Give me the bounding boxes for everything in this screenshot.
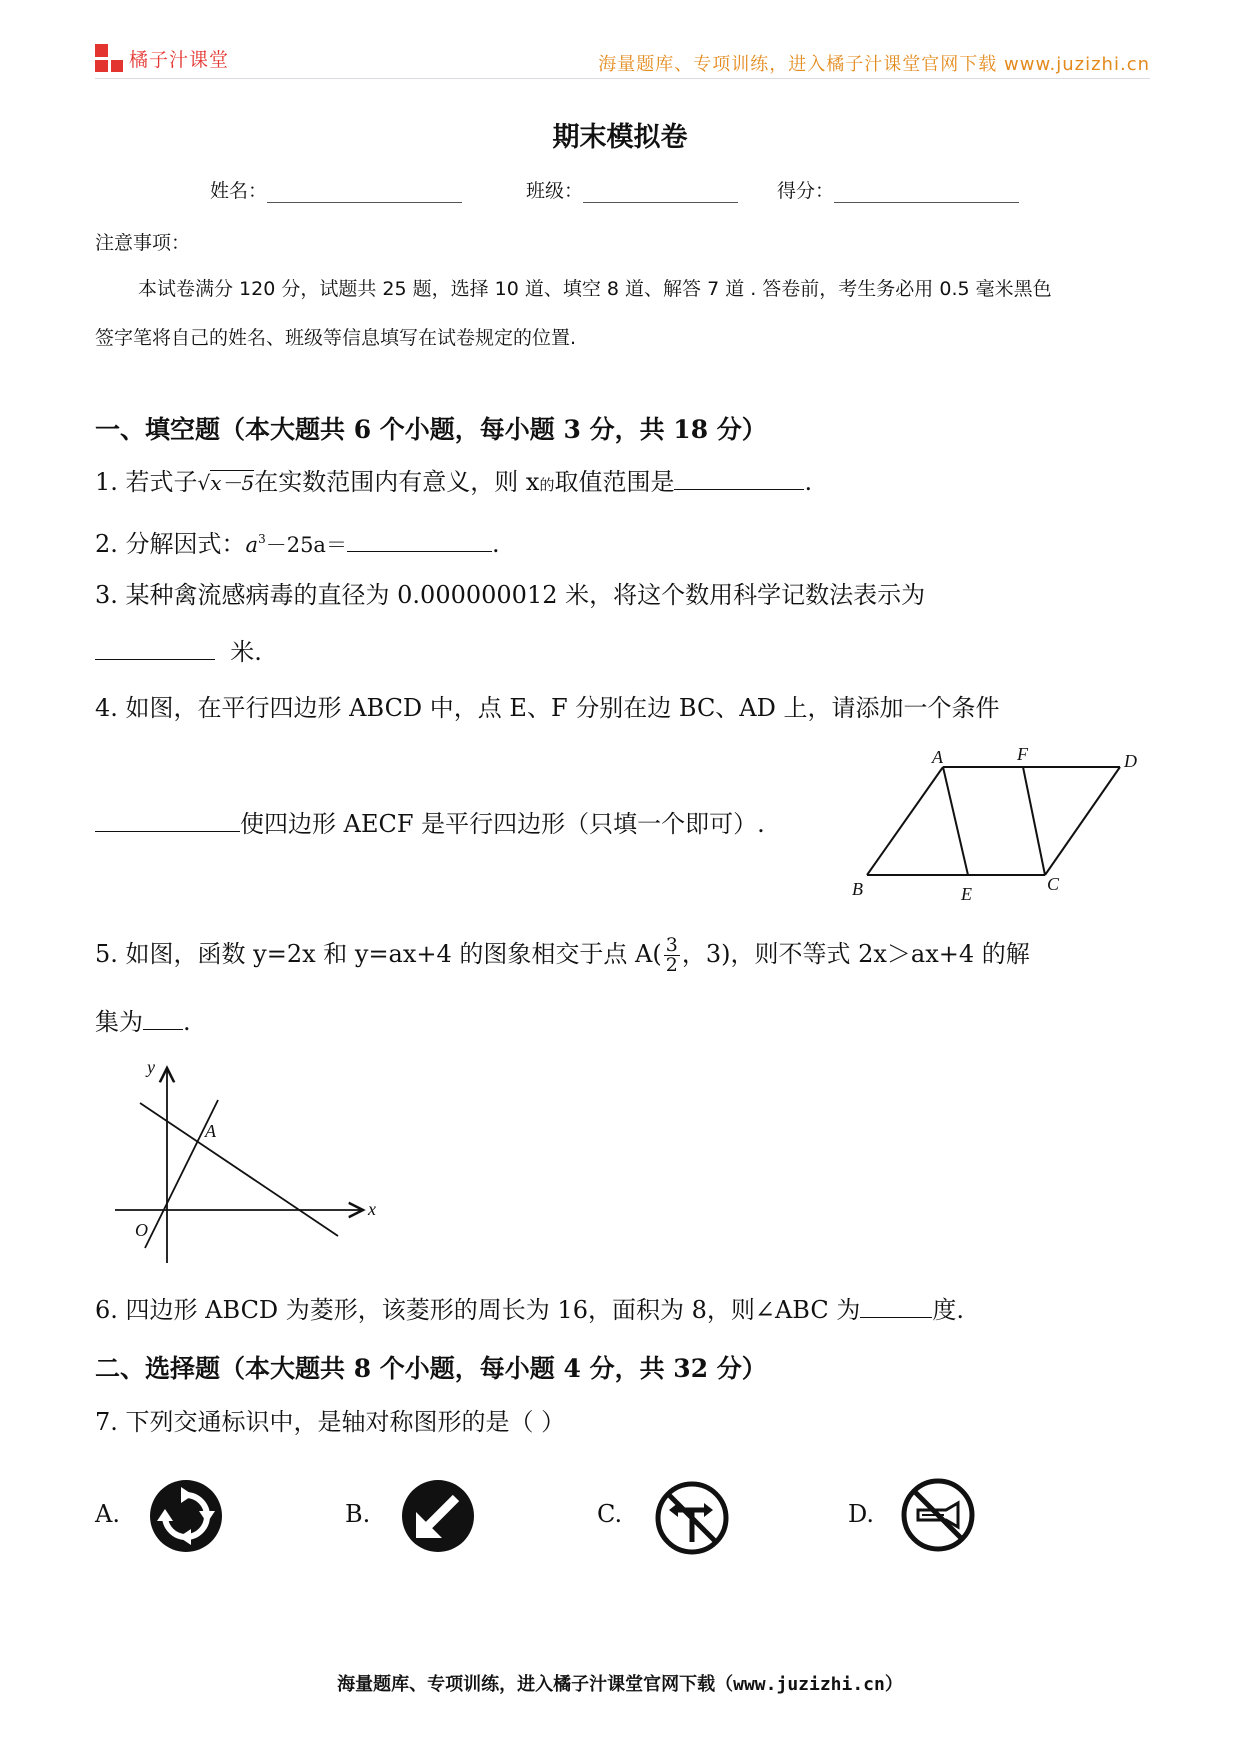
q2-end: . xyxy=(491,530,500,558)
notice-line1: 本试卷满分 120 分，试题共 25 题，选择 10 道、填空 8 道、解答 7 道 . 答卷前，考生务必用 0.5 毫米黑色 xyxy=(138,278,1052,300)
q2-var-a: a xyxy=(245,533,259,557)
q4-line2-text: 使四边形 AECF 是平行四边形（只填一个即可）. xyxy=(240,810,765,838)
question-5-line2 xyxy=(95,1005,191,1039)
segment-FC xyxy=(1023,767,1045,875)
site-logo xyxy=(95,44,229,72)
q2-expression: －25a＝ xyxy=(265,533,347,557)
question-4-line2 xyxy=(95,807,765,841)
roundabout-sign-icon xyxy=(148,1478,224,1554)
q5-answer-blank xyxy=(143,1009,183,1030)
function-graph-figure xyxy=(105,1058,395,1268)
label-x: x xyxy=(368,1199,376,1219)
score-field xyxy=(777,176,1019,203)
option-d-label: D. xyxy=(848,1500,875,1528)
question-3-line2 xyxy=(95,635,262,669)
q5-frac-num: 3 xyxy=(665,934,678,956)
question-7: 7. 下列交通标识中，是轴对称图形的是（ ） xyxy=(95,1408,566,1436)
score-label: 得分： xyxy=(777,180,835,202)
header-divider xyxy=(95,78,1150,79)
q6-prefix: 6. 四边形 ABCD 为菱形，该菱形的周长为 16，面积为 8，则∠ABC 为 xyxy=(95,1296,861,1324)
label-D: D xyxy=(1124,751,1137,771)
q5-line2-text: 集为 xyxy=(95,1008,143,1036)
q5-prefix: 5. 如图，函数 y=2x 和 y=ax+4 的图象相交于点 A( xyxy=(95,940,662,968)
arrow-down-left-sign-icon xyxy=(400,1478,476,1554)
notice-line2: 签字笔将自己的姓名、班级等信息填写在试卷规定的位置. xyxy=(95,327,577,349)
label-F: F xyxy=(1017,745,1028,764)
section2-heading: 二、选择题（本大题共 8 个小题，每小题 4 分，共 32 分） xyxy=(95,1354,767,1383)
segment-AE xyxy=(943,767,968,875)
page-footer: 海量题库、专项训练，进入橘子汁课堂官网下载（www.juzizhi.cn） xyxy=(337,1674,903,1695)
q5-suffix: ，3)，则不等式 2x＞ax+4 的解 xyxy=(681,940,1030,968)
logo-text: 橘子汁课堂 xyxy=(129,48,230,71)
header-slogan: 海量题库、专项训练，进入橘子汁课堂官网下载 www.juzizhi.cn xyxy=(598,54,1150,75)
class-label: 班级： xyxy=(526,180,584,202)
edge-BA xyxy=(867,767,943,875)
option-b-label: B. xyxy=(345,1500,371,1528)
q6-suffix: 度. xyxy=(932,1296,965,1324)
no-left-or-right-turn-sign-icon xyxy=(652,1478,732,1558)
q1-small: 的 xyxy=(539,476,555,494)
label-A: A xyxy=(205,1121,216,1141)
name-blank xyxy=(267,180,462,203)
option-a-label: A. xyxy=(95,1500,120,1528)
q6-answer-blank xyxy=(860,1297,932,1318)
q2-prefix: 2. 分解因式： xyxy=(95,530,246,558)
score-blank xyxy=(834,180,1019,203)
question-4: 4. 如图，在平行四边形 ABCD 中，点 E、F 分别在边 BC、AD 上，请添加一个条件 xyxy=(95,694,1000,722)
class-field xyxy=(526,176,738,203)
label-B: B xyxy=(852,879,863,899)
name-field xyxy=(210,176,462,203)
no-honking-sign-icon xyxy=(898,1475,978,1555)
q1-end: . xyxy=(804,468,813,496)
label-y: y xyxy=(147,1058,155,1077)
sqrt-expression: √x－5 xyxy=(197,471,255,495)
option-c-label: C. xyxy=(597,1500,623,1528)
question-2 xyxy=(95,522,500,562)
label-O: O xyxy=(135,1220,148,1240)
q1-prefix: 1. 若式子 xyxy=(95,468,198,496)
q1-middle: 在实数范围内有意义，则 x xyxy=(254,468,540,496)
q5-fraction xyxy=(664,936,680,975)
q5-end: . xyxy=(183,1008,191,1036)
logo-icon xyxy=(95,44,123,72)
question-3: 3. 某种禽流感病毒的直径为 0.000000012 米，将这个数用科学记数法表示为 xyxy=(95,581,926,609)
section1-heading: 一、填空题（本大题共 6 个小题，每小题 3 分，共 18 分） xyxy=(95,415,767,444)
edge-DC xyxy=(1045,767,1120,875)
q5-frac-den: 2 xyxy=(665,954,678,976)
notice-heading: 注意事项： xyxy=(95,232,191,254)
question-1 xyxy=(95,465,812,502)
q2-exponent: 3 xyxy=(258,532,266,546)
line-y-ax-plus-4 xyxy=(140,1103,338,1236)
label-E: E xyxy=(961,884,972,904)
q3-answer-blank xyxy=(95,639,215,660)
name-label: 姓名： xyxy=(210,180,268,202)
label-A: A xyxy=(932,747,943,767)
q2-answer-blank xyxy=(347,531,492,552)
q1-answer-blank xyxy=(674,469,804,490)
question-5 xyxy=(95,936,1030,975)
label-C: C xyxy=(1047,874,1060,894)
q4-answer-blank xyxy=(95,811,240,832)
class-blank xyxy=(583,180,738,203)
parallelogram-figure xyxy=(840,745,1150,910)
q3-unit: 米. xyxy=(230,638,262,666)
question-6 xyxy=(95,1293,964,1327)
q1-radicand: x－5 xyxy=(210,471,255,495)
q1-suffix: 取值范围是 xyxy=(554,468,675,496)
page-title: 期末模拟卷 xyxy=(552,122,688,153)
